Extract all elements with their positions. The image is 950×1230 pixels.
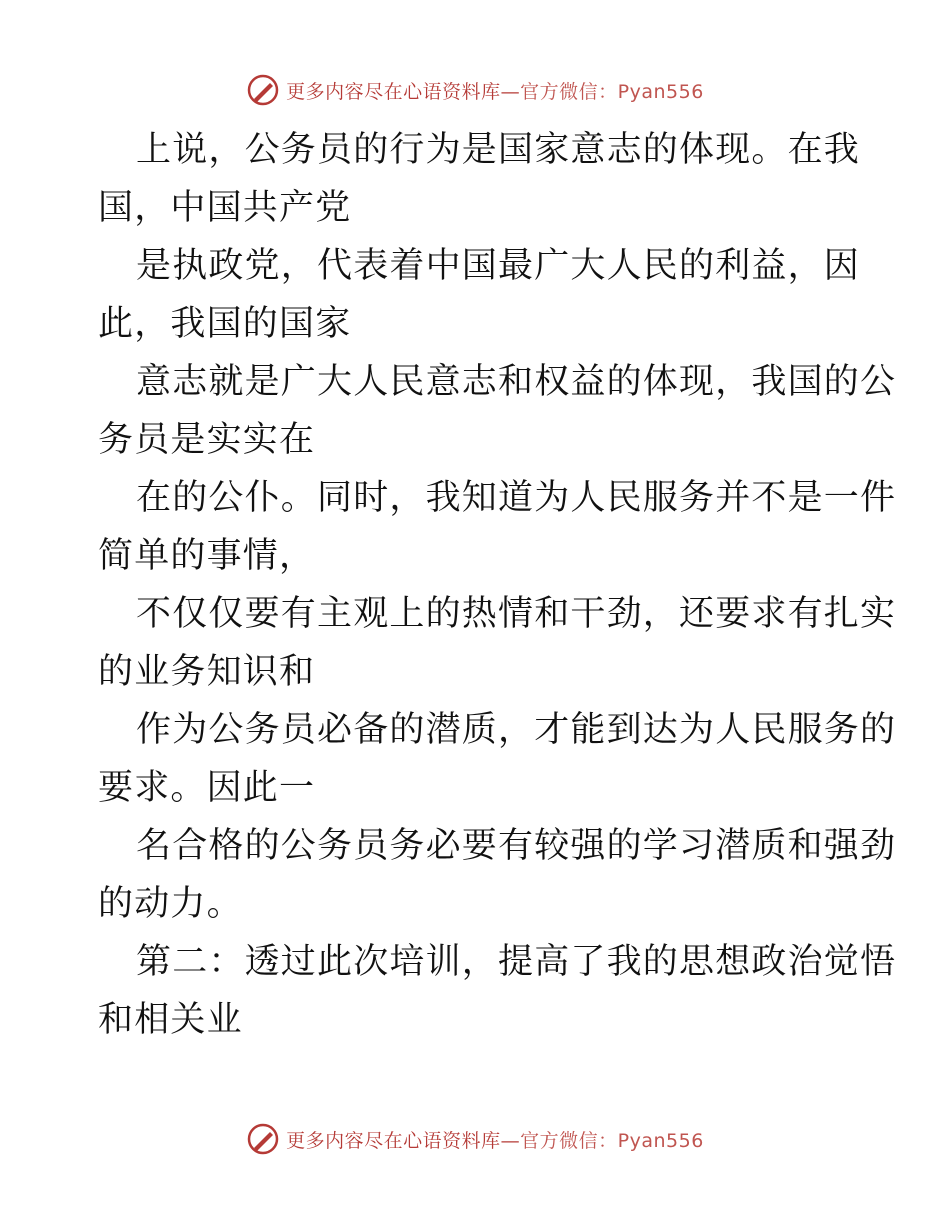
header-brand-text: 更多内容尽在心语资料库—官方微信：Pyan556 [286,80,704,103]
header-banner [0,70,950,110]
header-wechat-text: 官方微信：Pyan556 [520,80,704,103]
paragraph: 上说，公务员的行为是国家意志的体现。在我 国，中国共产党 [98,130,861,228]
footer-banner [0,1119,950,1159]
pen-circle-logo-icon [246,1122,280,1156]
paragraph: 是执政党，代表着中国最广大人民的利益，因 此，我国的国家 [98,246,861,344]
paragraph: 不仅仅要有主观上的热情和干劲，还要求有扎实 的业务知识和 [98,594,897,692]
paragraph: 意志就是广大人民意志和权益的体现，我国的公 务员是实实在 [98,362,897,460]
document-body [98,121,897,1049]
pen-circle-logo-icon [246,73,280,107]
paragraph: 名合格的公务员务必要有较强的学习潜质和强劲 的动力。 [98,826,897,924]
footer-brand-text: 更多内容尽在心语资料库—官方微信：Pyan556 [286,1129,704,1152]
footer-wechat-text: 官方微信：Pyan556 [520,1129,704,1152]
paragraph: 第二：透过此次培训，提高了我的思想政治觉悟 和相关业 [98,942,897,1040]
paragraph: 作为公务员必备的潜质，才能到达为人民服务的 要求。因此一 [98,710,897,808]
paragraph: 在的公仆。同时，我知道为人民服务并不是一件 简单的事情， [98,478,897,576]
